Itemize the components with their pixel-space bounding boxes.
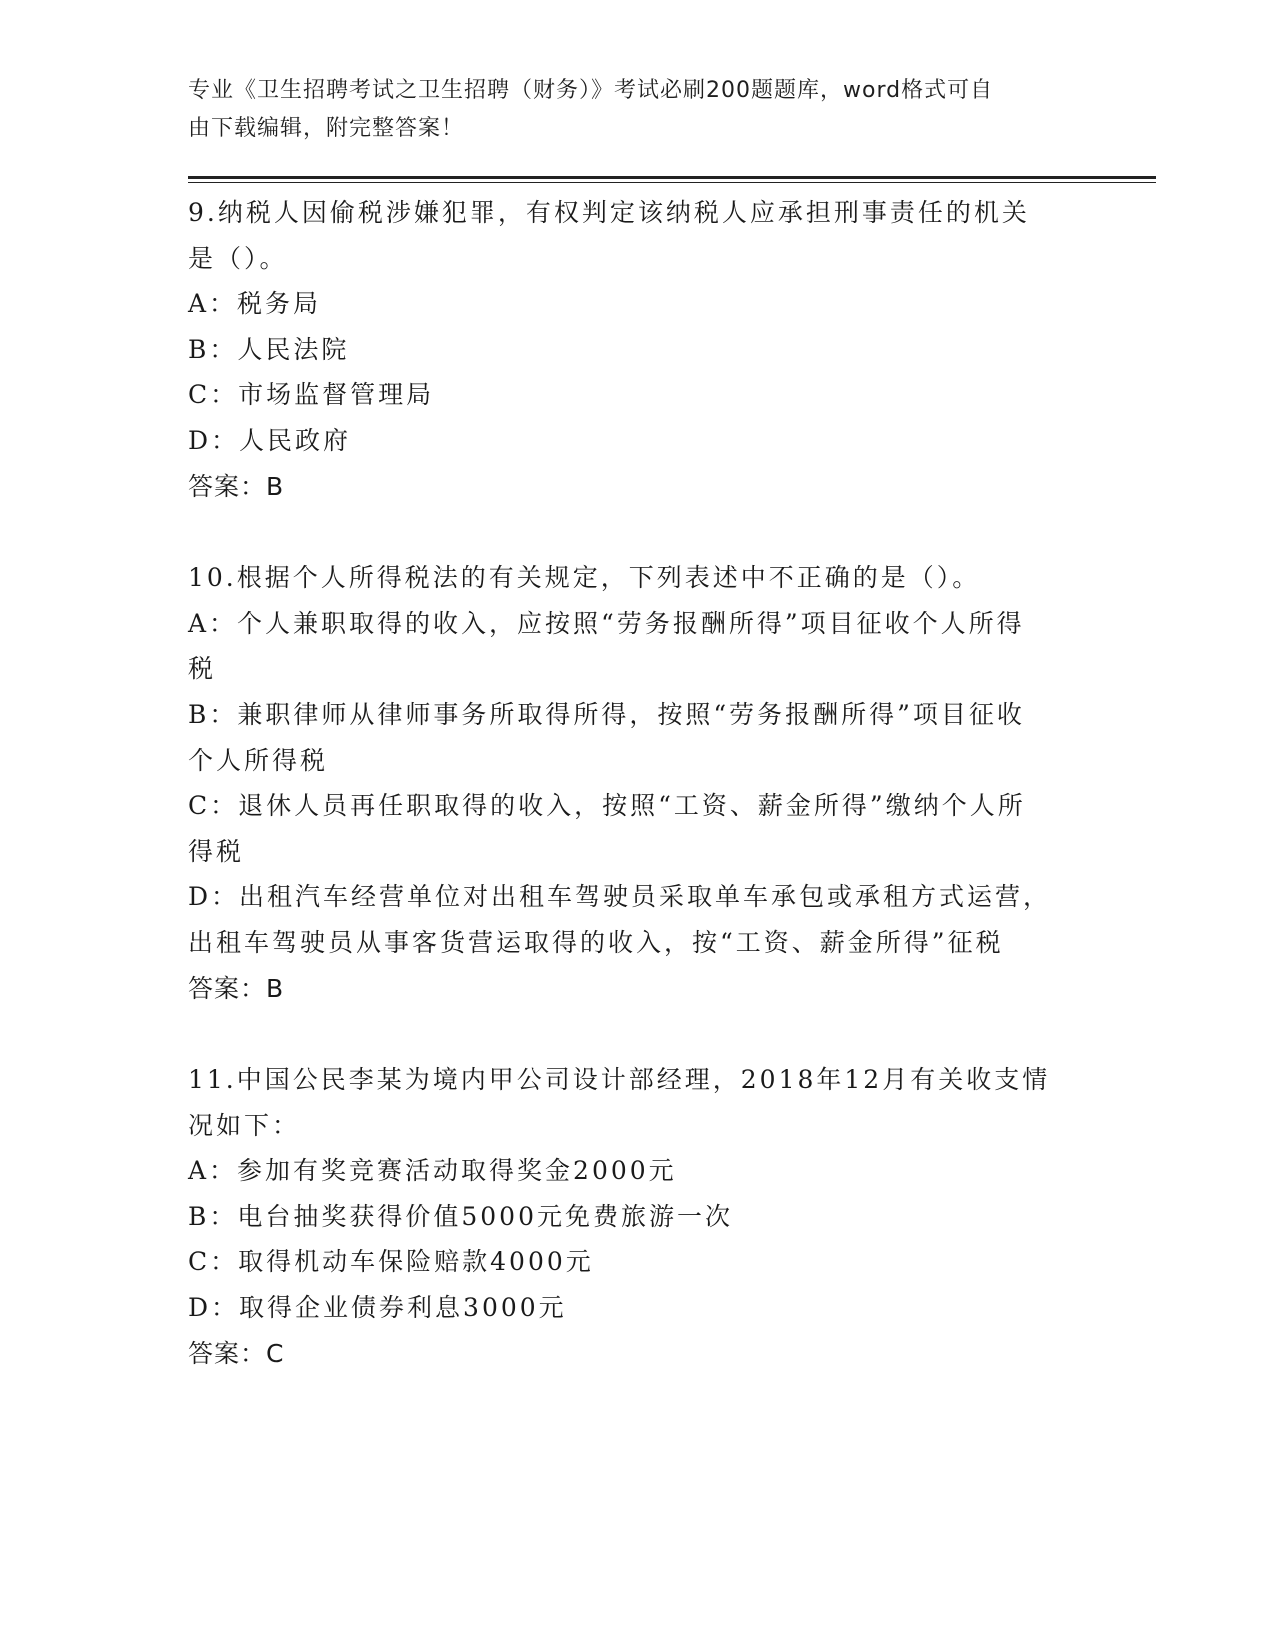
question-stem-line: 10.根据个人所得税法的有关规定，下列表述中不正确的是（）。 — [188, 563, 981, 593]
answer-line: 答案：C — [188, 1338, 285, 1368]
option-d: D：取得企业债券利息3000元 — [188, 1293, 567, 1323]
option-c — [188, 783, 1078, 874]
question-9 — [188, 190, 1078, 509]
question-stem-line: 11.中国公民李某为境内甲公司设计部经理，2018年12月有关收支情 — [188, 1065, 1051, 1095]
option-line: 个人所得税 — [188, 745, 329, 775]
option-a: A：税务局 — [188, 289, 322, 319]
header-divider-thick — [188, 176, 1156, 179]
option-c: C：取得机动车保险赔款4000元 — [188, 1247, 594, 1277]
question-spacer — [188, 1011, 1078, 1057]
option-d — [188, 874, 1078, 965]
option-d: D：人民政府 — [188, 425, 352, 455]
option-line: 税 — [188, 654, 217, 684]
header-line-1: 专业《卫生招聘考试之卫生招聘（财务）》考试必刷200题题库，word格式可自 — [188, 78, 994, 103]
question-list — [188, 190, 1078, 1376]
option-b: B：电台抽奖获得价值5000元免费旅游一次 — [188, 1201, 733, 1231]
header-line-2: 由下载编辑，附完整答案！ — [188, 116, 465, 141]
question-spacer — [188, 509, 1078, 555]
question-10 — [188, 555, 1078, 1011]
question-stem-line: 9.纳税人因偷税涉嫌犯罪，有权判定该纳税人应承担刑事责任的机关 — [188, 198, 1030, 227]
document-header — [188, 72, 1068, 148]
option-line: D：出租汽车经营单位对出租车驾驶员采取单车承包或承租方式运营， — [188, 882, 1052, 912]
answer-line: 答案：B — [188, 471, 285, 501]
option-line: C：退休人员再任职取得的收入，按照“工资、薪金所得”缴纳个人所 — [188, 791, 1026, 821]
option-c: C：市场监督管理局 — [188, 380, 435, 410]
option-line: 出租车驾驶员从事客货营运取得的收入，按“工资、薪金所得”征税 — [188, 927, 1004, 957]
option-line: B：兼职律师从律师事务所取得所得，按照“劳务报酬所得”项目征收 — [188, 699, 1025, 729]
answer-line: 答案：B — [188, 973, 285, 1003]
option-line: 得税 — [188, 836, 245, 866]
header-divider-thin — [188, 182, 1156, 183]
option-line: A：个人兼职取得的收入，应按照“劳务报酬所得”项目征收个人所得 — [188, 608, 1025, 638]
question-stem-line: 况如下： — [188, 1110, 301, 1140]
question-stem-line: 是（）。 — [188, 243, 288, 273]
option-a — [188, 601, 1078, 692]
question-11 — [188, 1057, 1078, 1376]
option-b — [188, 692, 1078, 783]
option-a: A：参加有奖竞赛活动取得奖金2000元 — [188, 1156, 677, 1186]
option-b: B：人民法院 — [188, 334, 350, 364]
